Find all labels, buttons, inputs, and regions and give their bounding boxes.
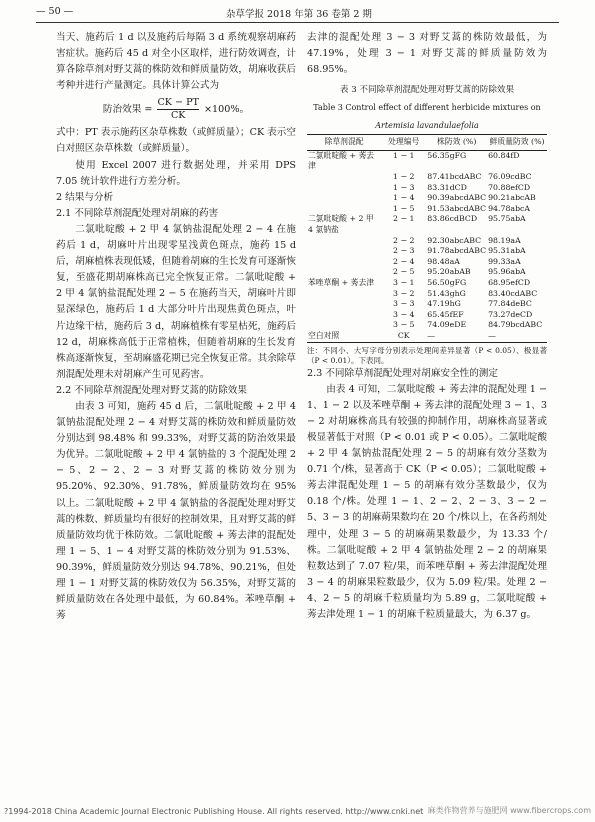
table-cell-group: 二氯吡啶酸 + 莠去津 (308, 150, 375, 171)
subsection-heading: 2.3 不同除草剂混配处理对胡麻安全性的测定 (307, 367, 498, 379)
table-cell-code: 2 − 3 (393, 246, 415, 256)
table-cell-v1: 51.43ghG (427, 288, 466, 298)
table-cell-group (307, 289, 381, 300)
table-row (307, 267, 547, 278)
table-cell-v1: 98.48aA (427, 256, 460, 266)
table-cell-v2: 70.88efCD (488, 182, 531, 192)
table-cell-v1: 83.86cdBCD (427, 214, 478, 224)
table-cell-v2: 94.78abcA (488, 203, 531, 213)
formula-lhs: 防治效果 = (102, 104, 153, 116)
table-row (307, 289, 547, 300)
column-header: 株防效 (%) (426, 135, 487, 151)
table-title-species: Artemisia lavandulaefolia (375, 121, 479, 131)
table-cell-group: 空白对照 (307, 331, 381, 342)
page-number: — 50 — (36, 6, 74, 17)
paragraph: 去津的混配处理 3 − 3 对野艾蒿的株防效最低，为 47.19%，处理 3 − 1 对野艾蒿的鲜质量防效为 68.95%。 (307, 32, 547, 76)
table-cell-v2: 77.84deBC (488, 299, 532, 309)
table-cell-v1: 74.09eDE (427, 320, 467, 330)
table-cell-v1: 91.53abcdABC (427, 203, 487, 213)
table-cell-v2: 90.21abcAB (488, 193, 536, 203)
table-cell-code: 2 − 4 (393, 256, 415, 266)
table-note: 注：不同小、大写字母分别表示处理间差异显著（P < 0.05）、极显著（P < 0.01）。下表同。 (307, 345, 547, 365)
header-rule (36, 22, 559, 23)
paragraph: 当天、施药后 1 d 以及施药后每隔 3 d 系统观察胡麻药害症状。施药后 45 d 对全小区取样，进行防效调查，计算各除草剂对野艾蒿的株防效和鲜质量防效，胡麻收获后考种并进行产量测定。具体计算公式为 (56, 32, 296, 92)
table-body (307, 150, 547, 342)
table-cell-code: CK (381, 331, 426, 342)
table-cell-v1: 95.20abAB (427, 267, 471, 277)
journal-title: 杂草学报 2018 年第 36 卷第 2 期 (226, 9, 372, 20)
table-cell-group (307, 320, 381, 331)
table-cell-code: 2 − 5 (393, 267, 415, 277)
paragraph: 二氯吡啶酸 + 2 甲 4 氯钠盐混配处理 2 − 4 在施药后 1 d，胡麻叶片出现零星浅黄色斑点，施药 15 d 后，胡麻植株表现低矮，但随着胡麻的生长发育可逐渐恢复，至盛花期胡麻株高已完全恢复正常。二氯吡啶酸 + 2 甲 4 氯钠盐混配处理 2 − 5 在施药当天，胡麻叶片即显深绿色，施药后 1 d 大部分叶片出现焦黄色斑点，叶片边缘干枯，施药后 3 d，胡麻植株有零星枯死，施药后 12 d，胡麻株高低于正常植株，但随着胡麻的生长发育株高逐渐恢复，至胡麻盛花期已完全恢复正常。其余除草剂混配处理未对胡麻产生可见药害。 (56, 223, 296, 380)
results-table (307, 134, 547, 342)
formula-denominator: CK (170, 110, 186, 122)
copyright-notice: ?1994-2018 China Academic Journal Electronic Publishing House. All rights reserved. http://www.cnki.net (4, 807, 424, 816)
table-cell-code: 1 − 4 (393, 193, 415, 203)
table-cell-group (307, 183, 381, 194)
paragraph: 使用 Excel 2007 进行数据处理，并采用 DPS 7.05 统计软件进行方差分析。 (56, 159, 296, 187)
table-cell-v1: 56.35gFG (427, 150, 467, 160)
table-cell-code: 3 − 4 (393, 309, 415, 319)
table-cell-v2: — (487, 331, 547, 342)
table-cell-v1: 92.30abcABC (427, 235, 482, 245)
table-cell-code: 1 − 2 (393, 172, 415, 182)
table-row (307, 320, 547, 331)
running-header (36, 6, 559, 22)
paragraph: 由表 3 可知，施药 45 d 后，二氯吡啶酸 + 2 甲 4 氯钠盐混配处理 2 − 4 对野艾蒿的株防效和鲜质量防效分别达到 98.48% 和 99.33%，对野艾蒿的防治效果最为优异。二氯吡啶酸 + 2 甲 4 氯钠盐的 3 个混配处理 2 − 5、2 − 2、2 − 3 对野艾蒿的株防效分别为 95.20%、92.30%、91.78%，鲜质量防效均在 95% 以上。二氯吡啶酸 + 2 甲 4 氯钠盐的各混配处理对野艾蒿的株数、鲜质量均有很好的控制效果，且对野艾蒿的鲜质量防效均优于株防效。二氯吡啶酸 + 莠去津的混配处理 1 − 5、1 − 4 对野艾蒿的株防效分别为 91.53%、90.39%，鲜质量防效分别达 94.78%、90.21%，但处理 1 − 1 对野艾蒿的株防效仅为 56.35%，对野艾蒿的鲜质量防效在各处理中最低，为 60.84%。苯唑草酮 + 莠 (56, 400, 296, 622)
table-cell-code: 3 − 3 (393, 299, 415, 309)
table-cell-v1: 65.45fEF (427, 309, 464, 319)
table-cell-v1: — (426, 331, 487, 342)
table-cell-code: 1 − 5 (393, 203, 415, 213)
table-cell-v2: 99.33aA (488, 256, 521, 266)
table-cell-v2: 95.96abA (488, 267, 526, 277)
table-cell-code: 1 − 1 (393, 150, 415, 160)
table-header-row (307, 135, 547, 151)
table-cell-v1: 56.50gFG (427, 278, 467, 287)
table-row (307, 331, 547, 342)
table-cell-v2: 68.95efCD (488, 278, 531, 287)
section-heading: 2 结果与分析 (56, 191, 114, 203)
table-cell-group: 二氯吡啶酸 + 2 甲 4 氯钠盐 (308, 214, 374, 235)
formula-rhs: ×100%。 (204, 104, 250, 116)
table-cell-code: 3 − 5 (393, 320, 415, 330)
table-cell-v2: 95.31abA (488, 246, 526, 256)
table-cell-code: 1 − 3 (393, 182, 415, 192)
table-row (307, 193, 547, 204)
table-row (307, 278, 547, 289)
table-cell-v2: 76.09cdBC (488, 172, 532, 182)
table-title-cn: 表 3 不同除草剂混配处理对野艾蒿的防除效果 (339, 85, 515, 96)
table-cell-group (307, 172, 381, 183)
table-cell-group (307, 204, 381, 215)
table-cell-group (307, 257, 381, 268)
table-cell-v1: 83.31dCD (427, 182, 467, 192)
table-row (307, 204, 547, 215)
table-cell-code: 2 − 2 (393, 235, 415, 245)
column-header: 鲜质量防效 (%) (487, 135, 547, 151)
table-cell-group (307, 267, 381, 278)
table-cell-group (307, 236, 381, 247)
table-row (307, 257, 547, 268)
formula-numerator: CK − PT (157, 97, 199, 109)
subsection-heading: 2.1 不同除草剂混配处理对胡麻的药害 (56, 207, 219, 219)
column-header: 除草剂混配 (307, 135, 381, 151)
table-row (307, 183, 547, 194)
table-cell-v2: 83.40cdABC (488, 288, 538, 298)
table-row (307, 214, 547, 235)
formula-fraction (157, 97, 199, 122)
table-row (307, 172, 547, 183)
table-cell-group (307, 193, 381, 204)
left-column (56, 30, 296, 624)
table-cell-v1: 90.39abcdABC (427, 193, 487, 203)
table-row (307, 246, 547, 257)
table-cell-v2: 95.75abA (488, 214, 526, 224)
table-cell-v1: 91.78abcdABC (427, 246, 487, 256)
subsection-heading: 2.2 不同除草剂混配处理对野艾蒿的防除效果 (56, 384, 247, 396)
table-row (307, 150, 547, 172)
watermark: 麻类作物营养与施肥网 www.fibercrops.com (427, 806, 591, 815)
table-row (307, 236, 547, 247)
table-row (307, 299, 547, 310)
table-cell-v2: 84.79bcdABC (488, 320, 543, 330)
table-cell-group (307, 310, 381, 321)
formula (56, 97, 296, 122)
table-cell-v2: 73.27deCD (488, 309, 533, 319)
table-cell-v2: 60.84fD (488, 150, 520, 160)
table-title-en: Table 3 Control effect of different herbicide mixtures on (313, 103, 541, 113)
table-row (307, 310, 547, 321)
table-cell-group (307, 299, 381, 310)
table-cell-v1: 87.41bcdABC (427, 172, 482, 182)
column-header: 处理编号 (381, 135, 426, 151)
table-cell-v2: 98.19aA (488, 235, 521, 245)
paragraph: 式中：PT 表示施药区杂草株数（或鲜质量）；CK 表示空白对照区杂草株数（或鲜质量）。 (56, 127, 296, 155)
table-cell-group (307, 246, 381, 257)
right-column (307, 30, 547, 623)
table-cell-v1: 47.19hG (427, 299, 461, 309)
table-cell-group: 苯唑草酮 + 莠去津 (308, 278, 375, 287)
table-cell-code: 2 − 1 (393, 214, 415, 224)
table-cell-code: 3 − 2 (393, 288, 415, 298)
table-cell-code: 3 − 1 (393, 278, 415, 287)
paragraph: 由表 4 可知，二氯吡啶酸 + 莠去津的混配处理 1 − 1、1 − 2 以及苯唑草酮 + 莠去津的混配处理 3 − 1、3 − 2 对胡麻株高具有较强的抑制作用，胡麻株高显著或极显著低于对照（P < 0.01 或 P < 0.05）。二氯吡啶酸 + 2 甲 4 氯钠盐混配处理 2 − 5 的胡麻有效分茎数为 0.71 个/株，显著高于 CK（P < 0.05）；二氯吡啶酸 + 莠去津混配处理 1 − 5 的胡麻有效分茎数最少，仅为 0.18 个/株。处理 1 − 1、2 − 2、2 − 3、3 − 2 − 5、3 − 3 的胡麻蒴果数均在 20 个/株以上，在各药剂处理中，处理 3 − 5 的胡麻蒴果数最少，为 13.33 个/株。二氯吡啶酸 + 2 甲 4 氯钠盐处理 2 − 2 的胡麻果粒数达到了 7.07 粒/果，而苯唑草酮 + 莠去津混配处理 3 − 4 的胡麻果粒数最少，仅为 5.09 粒/果。处理 2 − 4、2 − 5 的胡麻千粒质量均为 5.89 g，二氯吡啶酸 + 莠去津处理 1 − 1 的胡麻千粒质量最大，为 6.37 g。 (307, 383, 547, 620)
